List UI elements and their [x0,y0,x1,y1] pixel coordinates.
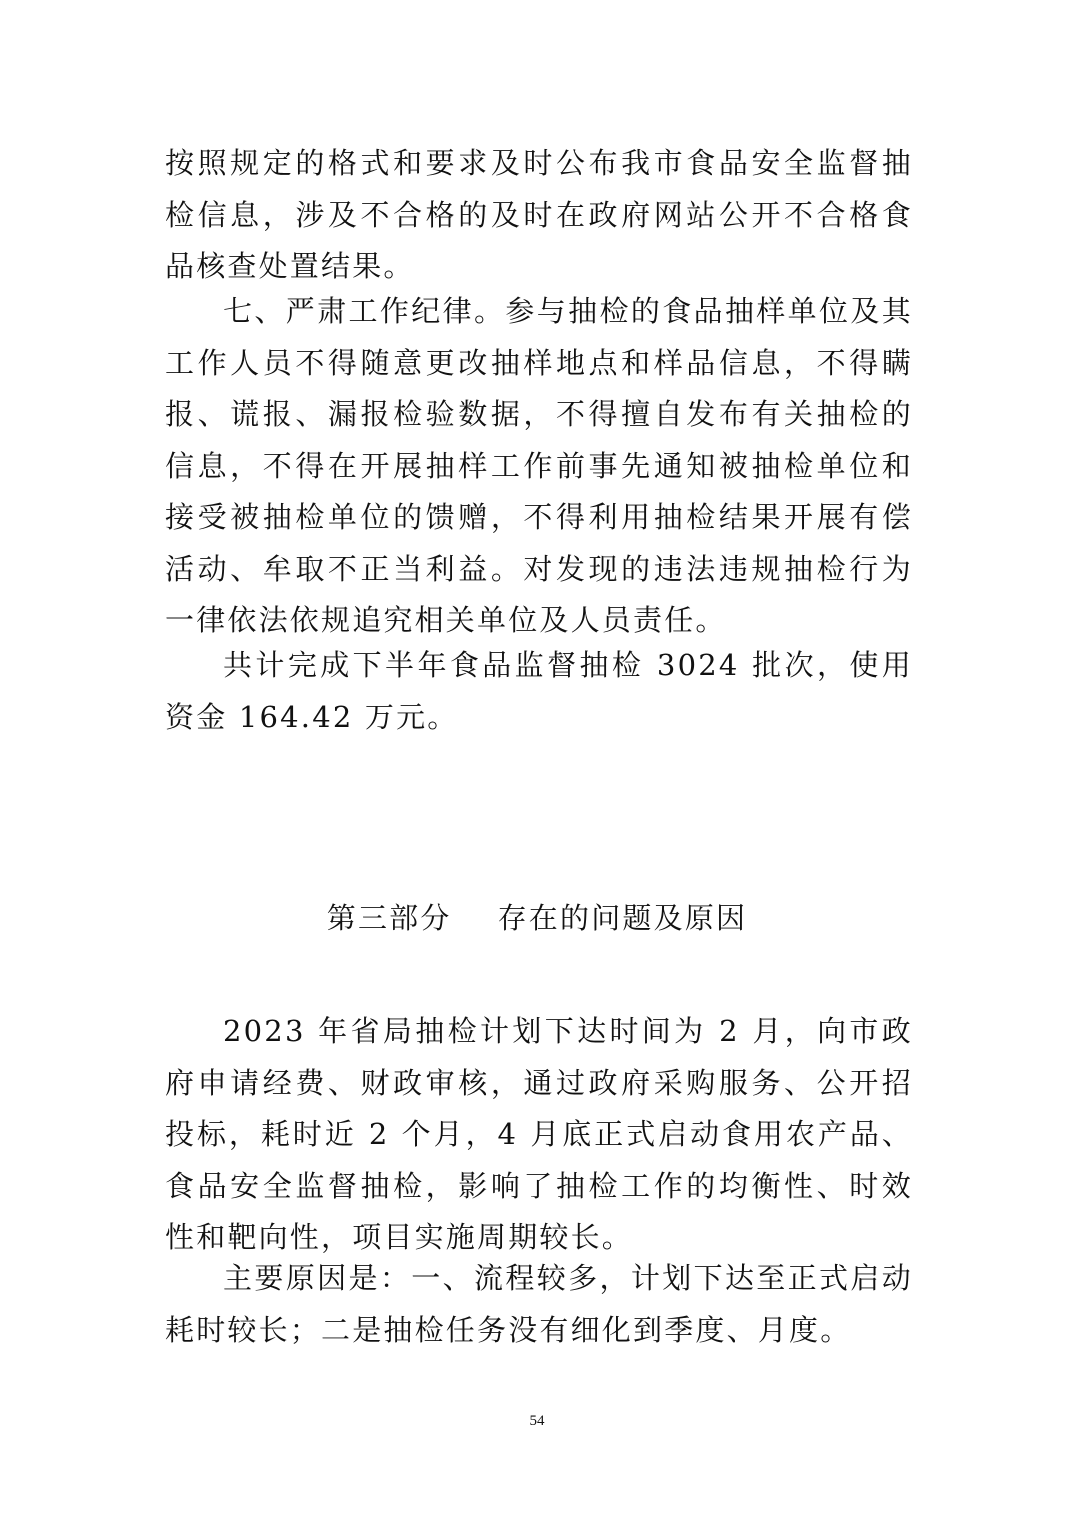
paragraph-publish-info: 按照规定的格式和要求及时公布我市食品安全监督抽检信息，涉及不合格的及时在政府网站公开不合格食品核查处置结果。 [165,146,913,283]
section-title: 存在的问题及原因 [497,901,748,935]
paragraph-work-discipline: 七、严肃工作纪律。参与抽检的食品抽样单位及其工作人员不得随意更改抽样地点和样品信息，不得瞒报、谎报、漏报检验数据，不得擅自发布有关抽检的信息，不得在开展抽样工作前事先通知被抽检单位和接受被抽检单位的馈赠，不得利用抽检结果开展有偿活动、牟取不正当利益。对发现的违法违规抽检行为一律依法依规追究相关单位及人员责任。 [165,294,913,637]
paragraph-total-summary: 共计完成下半年食品监督抽检 3024 批次，使用资金 164.42 万元。 [165,648,913,734]
section-heading [0,893,1074,945]
page-number: 54 [529,1413,545,1429]
section-part-label: 第三部分 [326,901,452,935]
paragraph-problem: 2023 年省局抽检计划下达时间为 2 月，向市政府申请经费、财政审核，通过政府采购服务、公开招投标，耗时近 2 个月，4 月底正式启动食用农产品、食品安全监督抽检，影响了抽检工作的均衡性、时效性和靶向性，项目实施周期较长。 [165,1014,913,1254]
paragraph-main-reasons: 主要原因是：一、流程较多，计划下达至正式启动耗时较长；二是抽检任务没有细化到季度、月度。 [165,1261,913,1347]
